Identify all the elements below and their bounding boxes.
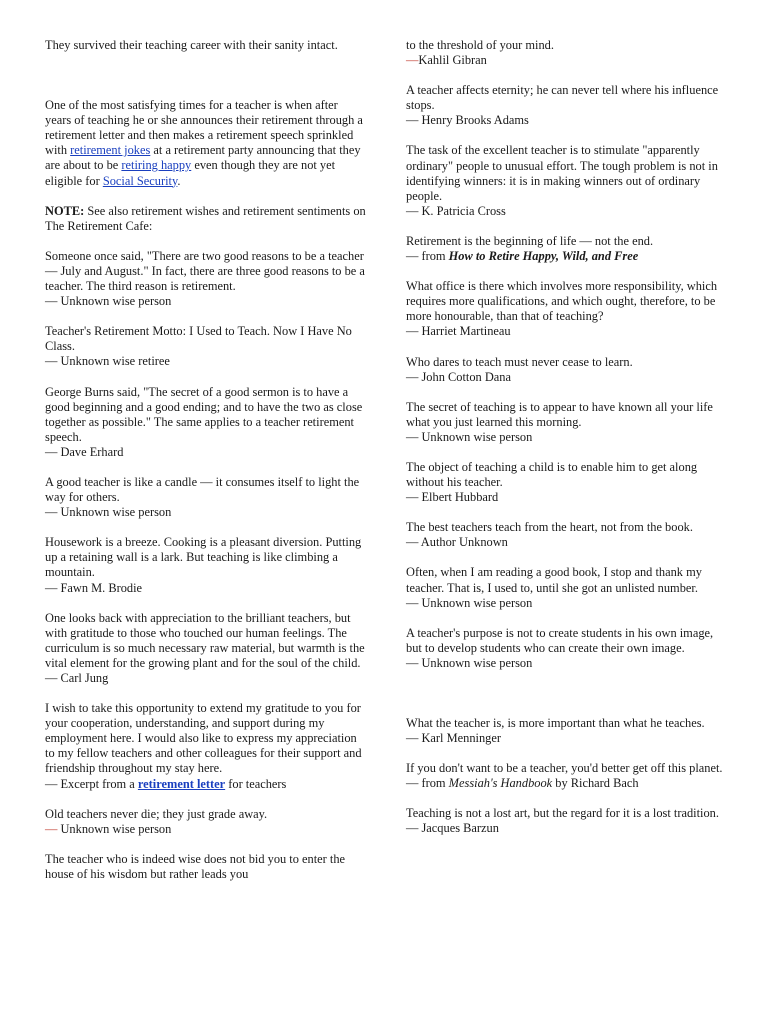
quote-attribution: — K. Patricia Cross — [406, 203, 506, 218]
quote-block — [406, 565, 728, 610]
book-title: Messiah's Handbook — [448, 776, 553, 791]
quote-attribution: — Henry Brooks Adams — [406, 113, 529, 128]
intro-tail — [45, 38, 367, 53]
quote-attribution: — Unknown wise person — [45, 294, 172, 309]
quote-attribution: — Excerpt from a retirement letter for teachers — [45, 776, 287, 791]
note-paragraph: NOTE: See also retirement wishes and retirement sentiments on The Retirement Cafe: — [45, 203, 366, 233]
quote-block — [406, 400, 728, 445]
quote-text: Who dares to teach must never cease to learn. — [406, 354, 633, 369]
quote-block — [45, 324, 367, 369]
quote-block — [406, 806, 728, 836]
quote-attribution: — Jacques Barzun — [406, 821, 499, 836]
quote-text: Old teachers never die; they just grade away. — [45, 806, 268, 821]
quote-attribution: — Unknown wise person — [406, 429, 533, 444]
quote-attribution: — Karl Menninger — [406, 731, 501, 746]
quote-text: Often, when I am reading a good book, I stop and thank my teacher. That is, I used to, until she got an unlisted number. — [406, 565, 702, 595]
quote-block — [406, 38, 728, 68]
quote-attribution: — Dave Erhard — [45, 444, 124, 459]
quote-block — [45, 852, 367, 882]
red-dash: — — [45, 821, 58, 836]
quote-block — [45, 701, 367, 792]
quote-block — [406, 520, 728, 550]
quote-text: Retirement is the beginning of life — not the end. — [406, 233, 654, 248]
quote-block — [406, 279, 728, 339]
quote-block — [406, 626, 728, 671]
quote-text: Teacher's Retirement Motto: I Used to Teach. Now I Have No Class. — [45, 324, 352, 354]
quote-text: One looks back with appreciation to the brilliant teachers, but with gratitude to those who touched our human feelings. The curriculum is so much necessary raw material, but warmth is the vital element for the growing plant and for the soul of the child. — [45, 610, 365, 670]
quote-block — [45, 385, 367, 460]
quote-block — [45, 807, 367, 837]
quote-text: What the teacher is, is more important than what he teaches. — [406, 716, 705, 730]
quote-text: A teacher's purpose is not to create students in his own image, but to develop students who can create their own image. — [406, 625, 714, 655]
quote-attribution: — Unknown wise retiree — [45, 354, 170, 369]
quote-attribution: — Harriet Martineau — [406, 324, 511, 339]
quote-block — [45, 249, 367, 309]
quote-attribution: — Fawn M. Brodie — [45, 580, 143, 595]
quote-attribution: — Author Unknown — [406, 535, 508, 550]
retiring-happy-link[interactable]: retiring happy — [121, 158, 192, 173]
quote-attribution: —Kahlil Gibran — [406, 53, 487, 68]
quote-text: What office is there which involves more responsibility, which requires more qualifications, and which ought, therefore, to be more honourable, than that of teaching? — [406, 279, 718, 324]
quote-attribution: — Unknown wise person — [45, 505, 172, 520]
quote-text: The object of teaching a child is to enable him to get along without his teacher. — [406, 459, 698, 490]
quote-attribution: — Carl Jung — [45, 671, 109, 685]
intro-tail-text: They survived their teaching career with their sanity intact. — [45, 38, 338, 52]
quote-block — [45, 611, 367, 686]
quote-text: Housework is a breeze. Cooking is a pleasant diversion. Putting up a retaining wall is a lark. But teaching is like climbing a mountain. — [45, 535, 362, 580]
quote-text: The task of the excellent teacher is to stimulate "apparently ordinary" people to unusual effort. The tough problem is not in identifying winners: it is in making winners out of ordinary people. — [406, 143, 718, 203]
quote-block — [45, 475, 367, 520]
quote-text: If you don't want to be a teacher, you'd better get off this planet. — [406, 761, 723, 776]
quote-block — [406, 83, 728, 128]
quote-attribution: — John Cotton Dana — [406, 369, 511, 384]
quote-block — [406, 460, 728, 505]
quote-text: A good teacher is like a candle — it consumes itself to light the way for others. — [45, 474, 360, 505]
quote-text: The teacher who is indeed wise does not bid you to enter the house of his wisdom but rather leads you — [45, 851, 346, 881]
quote-text: Teaching is not a lost art, but the regard for it is a lost tradition. — [406, 806, 719, 821]
quote-text: A teacher affects eternity; he can never tell where his influence stops. — [406, 83, 719, 113]
quote-block — [406, 761, 728, 791]
note-label: NOTE: — [45, 203, 85, 218]
quote-attribution: — Elbert Hubbard — [406, 490, 499, 505]
book-title: How to Retire Happy, Wild, and Free — [448, 249, 639, 264]
retirement-jokes-link[interactable]: retirement jokes — [70, 143, 151, 158]
intro-paragraph: One of the most satisfying times for a teacher is when after years of teaching he or she announces their retirement through a retirement letter and then makes a retirement speech sprinkled with retirement jokes at a retirement party announcing that they are about to be retiring happy even though they are not yet eligible for Social Security. — [45, 98, 363, 188]
quote-block — [406, 234, 728, 264]
left-column — [45, 38, 367, 897]
quote-text: George Burns said, "The secret of a good sermon is to have a good beginning and a good ending; and to have the two as close together as possible." The same applies to a teacher retirement speech. — [45, 384, 363, 444]
quote-text: I wish to take this opportunity to extend my gratitude to you for your cooperation, understanding, and support during my employment here. I would also like to express my appreciation to my fellow teachers and other colleagues for their support and friendship throughout my stay here. — [45, 701, 362, 776]
right-column — [406, 38, 728, 852]
quote-attribution: — Unknown wise person — [406, 595, 533, 610]
social-security-link[interactable]: Social Security — [102, 173, 178, 188]
red-dash: — — [406, 53, 419, 68]
quote-text: Someone once said, "There are two good reasons to be a teacher — July and August." In fact, there are three good reasons to be a teacher. The third reason is retirement. — [45, 248, 365, 294]
quote-block — [406, 716, 728, 746]
quote-block — [406, 143, 728, 218]
quote-text: The best teachers teach from the heart, not from the book. — [406, 520, 693, 535]
quote-text: The secret of teaching is to appear to have known all your life what you just learned this morning. — [406, 399, 713, 429]
retirement-letter-link[interactable]: retirement letter — [137, 776, 226, 791]
quote-block — [406, 355, 728, 385]
quote-attribution: — from How to Retire Happy, Wild, and Free — [406, 249, 639, 264]
quote-attribution: — Unknown wise person — [406, 655, 533, 670]
quote-attribution: — from Messiah's Handbook by Richard Bach — [406, 776, 639, 791]
quote-block — [45, 535, 367, 595]
quote-text: to the threshold of your mind. — [406, 38, 554, 52]
quote-attribution: — Unknown wise person — [45, 821, 172, 836]
